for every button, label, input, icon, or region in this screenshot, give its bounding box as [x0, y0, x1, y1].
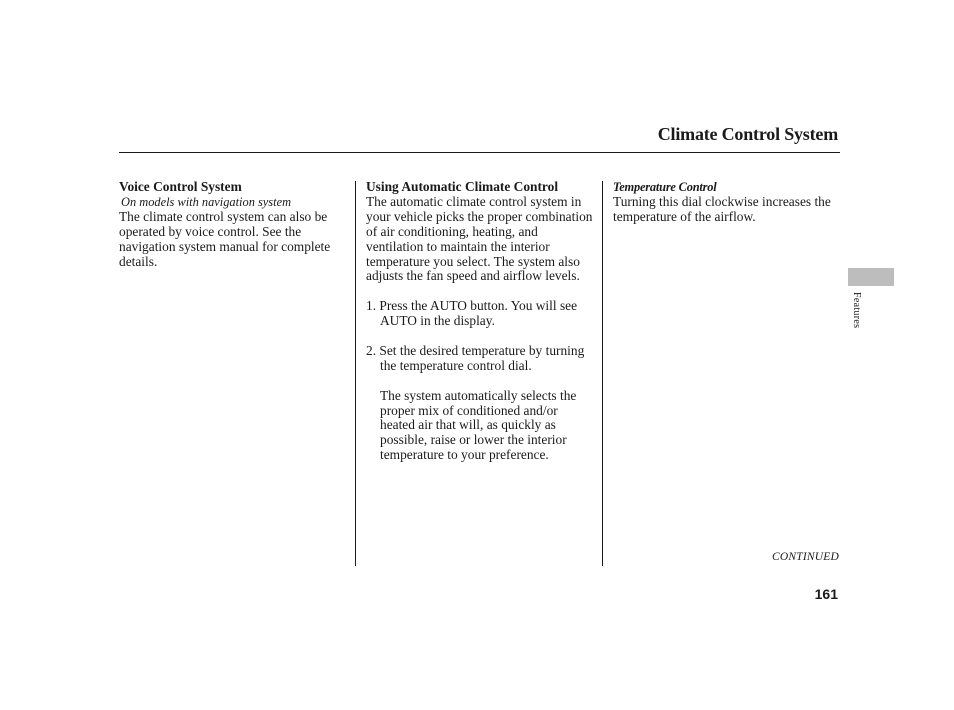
section-heading-temperature-control: Temperature Control [613, 180, 717, 194]
header-divider [119, 152, 840, 153]
column-automatic-climate [366, 180, 596, 463]
page-number: 161 [814, 586, 838, 602]
section-note-navigation: On models with navigation system [121, 194, 292, 209]
section-heading-voice-control: Voice Control System [119, 179, 242, 194]
column-temperature-control [613, 180, 843, 225]
column-divider-1 [355, 181, 356, 566]
page-title: Climate Control System [657, 124, 838, 144]
section-tab-label: Features [851, 292, 862, 329]
step-2-detail: The system automatically selects the proper mix of conditioned and/or heated air that will, as quickly as possible, raise or lower the interior temperature to your preference. [380, 387, 577, 463]
continued-label: CONTINUED [772, 551, 839, 563]
column-voice-control [119, 180, 349, 269]
temperature-control-text: Turning this dial clockwise increases the temperature of the airflow. [613, 193, 831, 224]
step-2: 2. Set the desired temperature by turning the temperature control dial. [366, 342, 585, 373]
step-1: 1. Press the AUTO button. You will see AUTO in the display. [366, 298, 578, 329]
section-tab-marker [848, 268, 894, 286]
automatic-climate-text: The automatic climate control system in your vehicle picks the proper combination of air conditioning, heating, and ventilation to maintain the interior temperature you select. The system also adjusts the fan speed and airflow levels. [366, 193, 593, 284]
column-divider-2 [602, 181, 603, 566]
voice-control-text: The climate control system can also be operated by voice control. See the navigation system manual for complete details. [119, 208, 331, 269]
section-heading-automatic-climate: Using Automatic Climate Control [366, 179, 559, 194]
